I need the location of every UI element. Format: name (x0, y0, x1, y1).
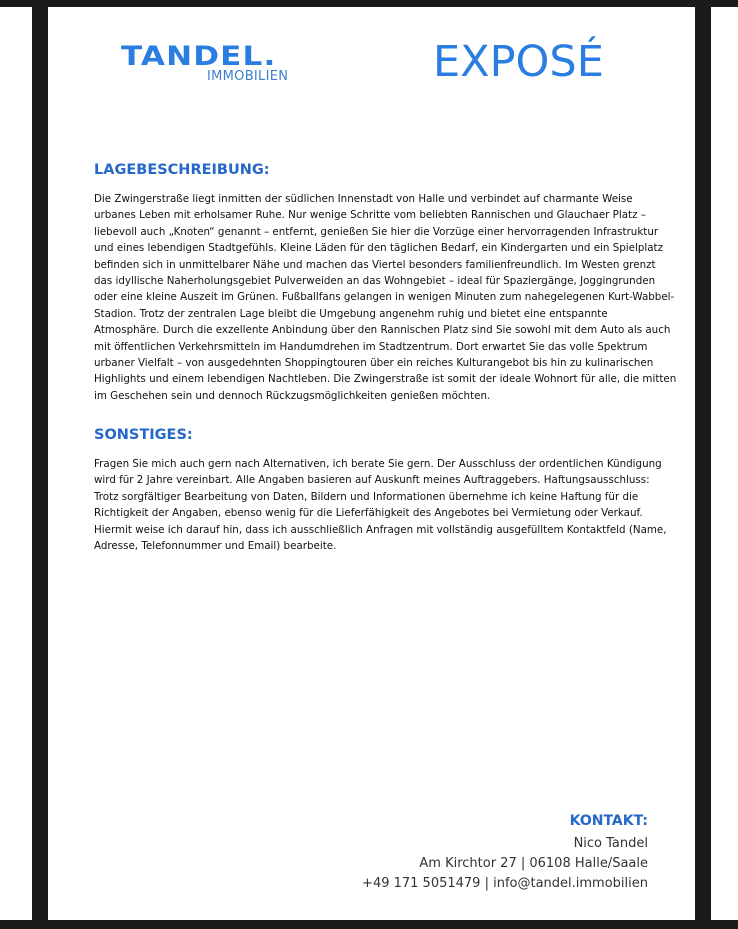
text-line: Atmosphäre. Durch die exzellente Anbindung über den Rannischen Platz sind Sie sowohl mit dem Auto als auch (94, 324, 671, 337)
contact-address: Am Kirchtor 27 | 06108 Halle/Saale (419, 856, 648, 871)
lage-paragraph (94, 191, 676, 404)
document-title: EXPOSÉ (433, 37, 604, 87)
sonstiges-heading: SONSTIGES: (94, 427, 193, 443)
logo-sub-text: IMMOBILIEN (207, 69, 289, 84)
text-line: Stadion. Trotz der zentralen Lage bleibt die Umgebung angenehm ruhig und bietet eine entspannte (94, 307, 608, 320)
document-page (48, 7, 695, 920)
text-line: Adresse, Telefonnummer und Email) bearbeite. (94, 540, 337, 553)
text-line: Fragen Sie mich auch gern nach Alternativen, ich berate Sie gern. Der Ausschluss der ordentlichen Kündigung (94, 458, 662, 470)
text-line: urbaner Vielfalt – von ausgedehnten Shoppingtouren über ein reiches Kulturangebot bis hin zu kulinarischen (94, 357, 654, 370)
contact-phone-email: +49 171 5051479 | info@tandel.immobilien (362, 876, 648, 891)
contact-block (362, 811, 648, 894)
logo-main-text: TANDEL. (121, 41, 277, 72)
text-line: mit öffentlichen Verkehrsmitteln im Handumdrehen im Stadtzentrum. Dort erwartet Sie das volle Spektrum (94, 340, 648, 353)
contact-heading: KONTAKT: (569, 813, 648, 829)
text-line: Trotz sorgfältiger Bearbeitung von Daten, Bildern und Informationen übernehme ich keine Haftung für die (94, 490, 639, 503)
lage-heading: LAGEBESCHREIBUNG: (94, 162, 270, 178)
top-border (0, 0, 738, 7)
text-line: liebevoll auch „Knoten“ genannt – entfernt, genießen Sie hier die Vorzüge einer hervorragenden Infrastruktur (94, 225, 659, 238)
company-logo (121, 41, 301, 84)
text-line: wird für 2 Jahre vereinbart. Alle Angaben basieren auf Auskunft meines Auftraggebers. Haftungsausschluss: (94, 474, 650, 487)
text-line: Highlights und einem lebendigen Nachtleben. Die Zwingerstraße ist somit der ideale Wohnort für alle, die mitten (94, 373, 677, 386)
sonstiges-paragraph (94, 456, 667, 554)
right-border (695, 0, 711, 929)
text-line: urbanes Leben mit erholsamer Ruhe. Nur wenige Schritte vom beliebten Rannischen und Glauchaer Platz – (94, 209, 646, 222)
text-line: Hiermit weise ich darauf hin, dass ich ausschließlich Anfragen mit vollständig ausgefülltem Kontaktfeld (Name, (94, 523, 667, 536)
text-line: Richtigkeit der Angaben, ebenso wenig für die Lieferfähigkeit des Angebotes bei Vermietung oder Verkauf. (94, 507, 643, 520)
text-line: im Geschehen sein und dennoch Rückzugsmöglichkeiten genießen möchten. (94, 389, 491, 402)
text-line: Die Zwingerstraße liegt inmitten der südlichen Innenstadt von Halle und verbindet auf charmante Weise (94, 193, 633, 205)
text-line: das idyllische Naherholungsgebiet Pulverweiden an das Wohngebiet – ideal für Spaziergänge, Joggingrunden (94, 275, 656, 288)
bottom-border (0, 920, 738, 929)
text-line: oder eine kleine Auszeit im Grünen. Fußballfans gelangen in wenigen Minuten zum nahegelegenen Kurt-Wabbel- (94, 291, 675, 304)
left-border (32, 0, 48, 929)
text-line: befinden sich in unmittelbarer Nähe und machen das Viertel besonders familienfreundlich. Im Westen grenzt (94, 258, 656, 271)
contact-name: Nico Tandel (573, 836, 648, 851)
text-line: und eines lebendigen Stadtgefühls. Kleine Läden für den täglichen Bedarf, ein Kindergarten und ein Spielplatz (94, 242, 663, 255)
